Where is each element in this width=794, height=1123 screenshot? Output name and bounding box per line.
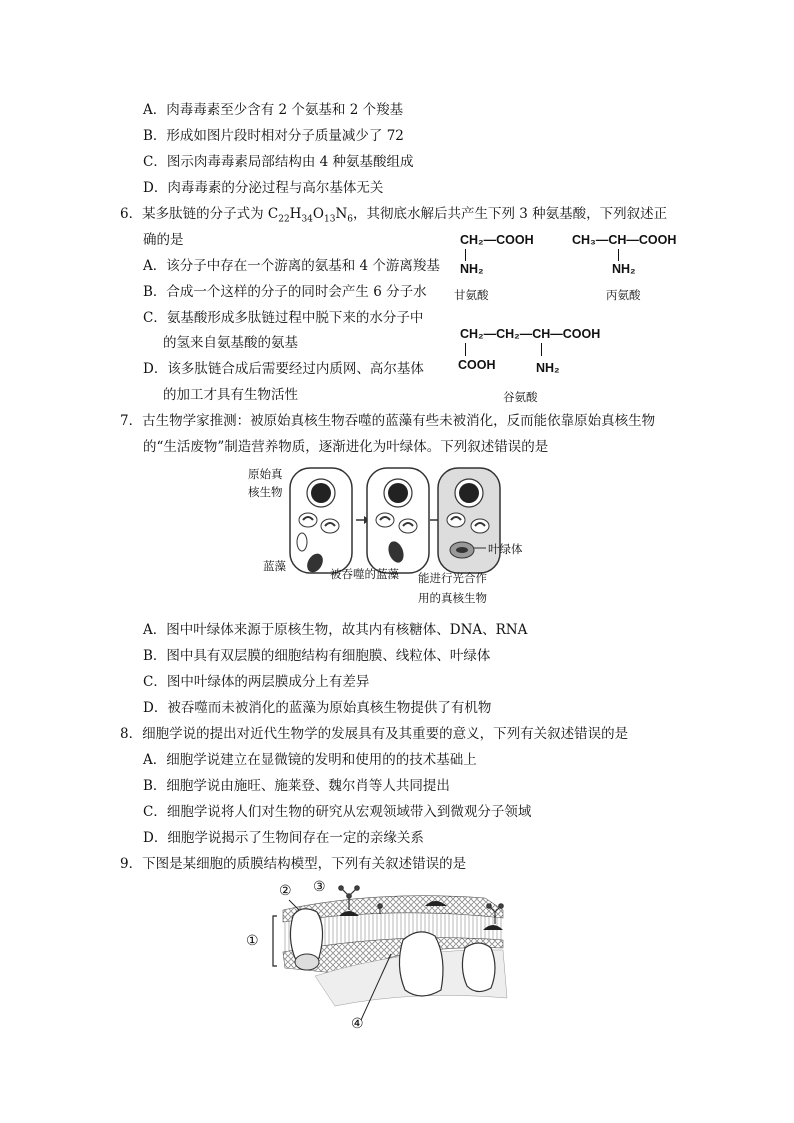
glutamic-carboxyl: COOH [458,358,496,372]
q9-stem: 9．下图是某细胞的质膜结构模型，下列有关叙述错误的是 [120,856,467,872]
glycine-formula: CH₂—COOH [460,233,534,247]
glutamic-name: 谷氨酸 [503,390,538,404]
label-chloroplast: 叶绿体 [488,542,523,556]
alanine-bond [618,249,619,261]
q7-option-b: B．图中具有双层膜的细胞结构有细胞膜、线粒体、叶绿体 [143,648,491,664]
membrane-model-figure [255,878,525,1023]
q6-option-d-cont: 的加工才具有生物活性 [163,387,298,403]
alanine-amino: NH₂ [612,262,636,276]
glutamic-bond-right [541,343,542,356]
label-eukaryote-2: 核生物 [248,485,283,499]
glutamic-formula: CH₂—CH₂—CH—COOH [460,327,601,341]
membrane-label-3: ③ [313,879,326,895]
q7-option-d: D．被吞噬而未被消化的蓝藻为原始真核生物提供了有机物 [143,700,492,716]
q6-option-d: D．该多肽链合成后需要经过内质网、高尔基体 [143,361,424,377]
glutamic-amino: NH₂ [536,361,560,375]
q6-option-a: A．该分子中存在一个游离的氨基和 4 个游离羧基 [143,258,440,274]
label-cyanobacteria: 蓝藻 [263,559,286,573]
q5-option-d: D．肉毒毒素的分泌过程与高尔基体无关 [143,180,384,196]
protein-4 [399,932,443,996]
membrane-label-2: ② [279,883,292,899]
alanine-name: 丙氨酸 [606,288,641,302]
q6-stem: 6．某多肽链的分子式为 $C_{22}H_{34}O_{13}N_6$，其彻底水解后共产生下列 3 种氨基酸，下列叙述正 [120,206,668,225]
q8-option-b: B．细胞学说由施旺、施莱登、魏尔肖等人共同提出 [143,778,450,794]
glutamic-bond-left [465,343,466,356]
eukaryote-cell-1 [290,468,352,575]
q6-stem-line2: 确的是 [143,232,184,248]
q5-option-a: A．肉毒毒素至少含有 2 个氨基和 2 个羧基 [143,102,404,118]
q5-option-c: C．图示肉毒毒素局部结构由 4 种氨基酸组成 [143,154,414,170]
q7-option-a: A．图中叶绿体来源于原核生物，故其内有核糖体、DNA、RNA [143,622,528,638]
eukaryote-cell-2 [367,468,429,573]
label-eukaryote-1: 原始真 [248,467,283,481]
q7-stem-line2: 的“生活废物”制造营养物质，逐渐进化为叶绿体。下列叙述错误的是 [143,439,549,455]
membrane-label-1: ① [246,933,259,949]
label-engulfed: 被吞噬的蓝藻 [330,567,399,581]
q8-stem: 8．细胞学说的提出对近代生物学的发展具有及其重要的意义，下列有关叙述错误的是 [120,726,629,742]
q8-option-c: C．细胞学说将人们对生物的研究从宏观领域带入到微观分子领域 [143,804,532,820]
photosynthetic-eukaryote [438,468,500,573]
q7-option-c: C．图中叶绿体的两层膜成分上有差异 [143,674,370,690]
q8-option-d: D．细胞学说揭示了生物间存在一定的亲缘关系 [143,830,424,846]
layer-bracket [273,916,277,966]
q6-option-c-cont: 的氢来自氨基酸的氨基 [163,335,298,351]
label-photo-2: 用的真核生物 [418,591,487,605]
q7-stem: 7．古生物学家推测：被原始真核生物吞噬的蓝藻有些未被消化，反而能依靠原始真核生物 [120,413,656,429]
protein-right [462,943,495,992]
q6-option-b: B．合成一个这样的分子的同时会产生 6 分子水 [143,284,427,300]
glycine-bond [465,249,466,261]
alanine-formula: CH₃—CH—COOH [572,233,677,247]
q6-option-c: C．氨基酸形成多肽链过程中脱下来的水分子中 [143,310,424,326]
glycine-amino: NH₂ [460,262,484,276]
q5-option-b: B．形成如图片段时相对分子质量减少了 72 [143,128,404,144]
q8-option-a: A．细胞学说建立在显微镜的发明和使用的的技术基础上 [143,752,477,768]
membrane-label-4: ④ [351,1016,364,1032]
endosymbiosis-figure [240,460,540,610]
label-photo-1: 能进行光合作 [418,571,487,585]
glycine-name: 甘氨酸 [454,288,489,302]
